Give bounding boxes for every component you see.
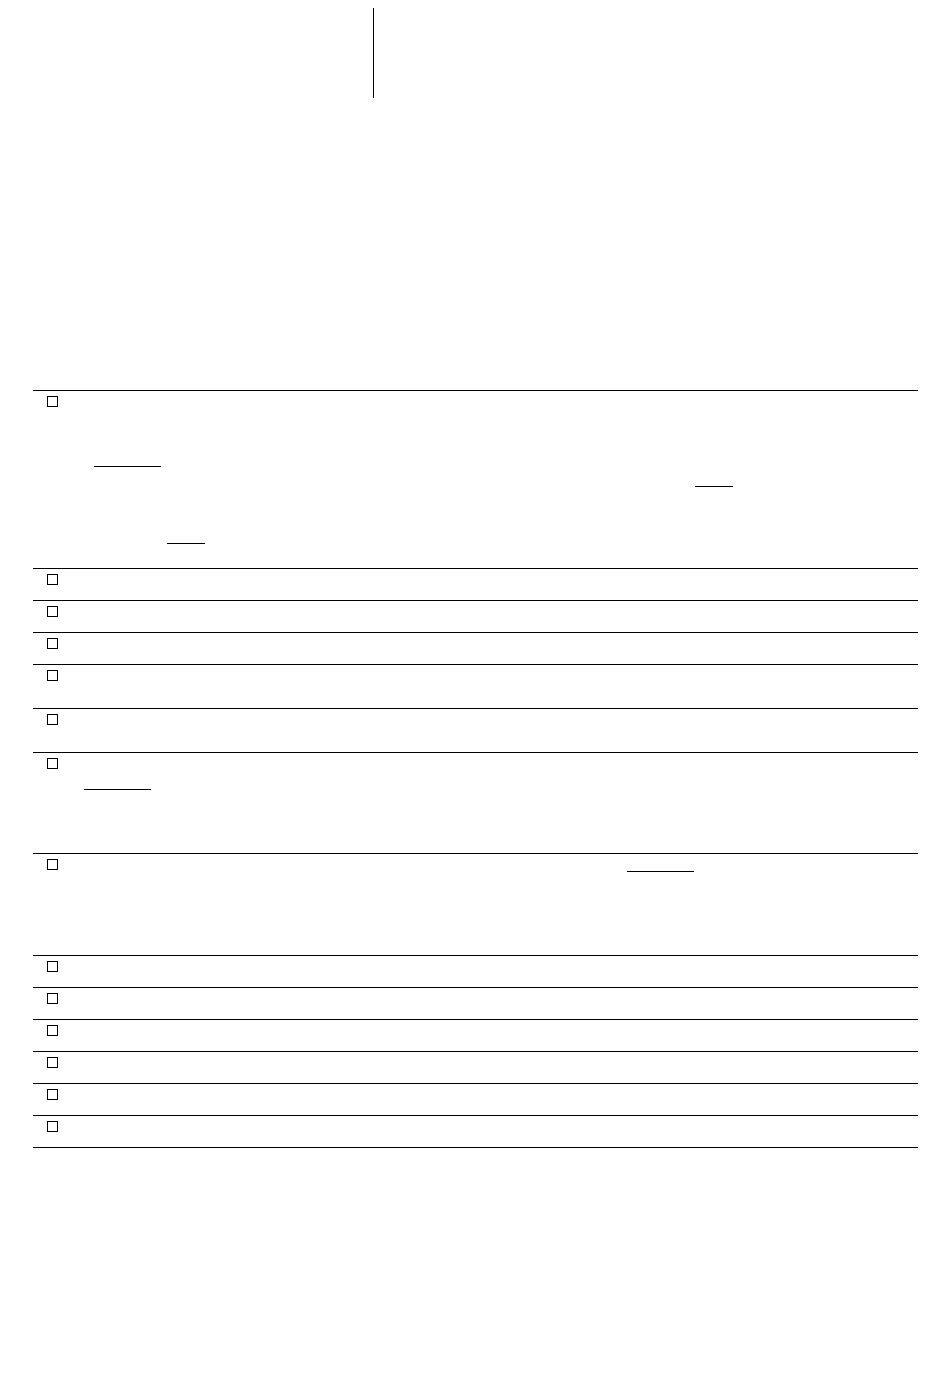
checklist-row-3	[33, 601, 918, 633]
checkbox-1[interactable]	[47, 396, 58, 407]
checkbox-7[interactable]	[47, 758, 58, 769]
checkbox-5[interactable]	[47, 670, 58, 681]
checklist-row-12	[33, 1052, 918, 1084]
checklist-row-6	[33, 709, 918, 753]
checkbox-6[interactable]	[47, 714, 58, 725]
checklist-form	[33, 390, 918, 1148]
checkbox-8[interactable]	[47, 859, 58, 870]
checkbox-12[interactable]	[47, 1057, 58, 1068]
checklist-row-14	[33, 1116, 918, 1148]
checkbox-13[interactable]	[47, 1089, 58, 1100]
checklist-row-13	[33, 1084, 918, 1116]
checklist-row-2	[33, 569, 918, 601]
checklist-row-8	[33, 854, 918, 956]
fill-in-blank-1a[interactable]	[94, 466, 161, 467]
checkbox-3[interactable]	[47, 606, 58, 617]
checkbox-9[interactable]	[47, 961, 58, 972]
checkbox-2[interactable]	[47, 574, 58, 585]
fill-in-blank-1b[interactable]	[695, 486, 733, 487]
checklist-row-10	[33, 988, 918, 1020]
checkbox-11[interactable]	[47, 1025, 58, 1036]
checkbox-10[interactable]	[47, 993, 58, 1004]
checklist-row-4	[33, 633, 918, 665]
header-vertical-divider	[373, 8, 374, 98]
checklist-row-1	[33, 391, 918, 569]
checklist-row-5	[33, 665, 918, 709]
checkbox-14[interactable]	[47, 1121, 58, 1132]
fill-in-blank-1c[interactable]	[167, 543, 205, 544]
checklist-row-7	[33, 753, 918, 854]
checkbox-4[interactable]	[47, 638, 58, 649]
checklist-row-11	[33, 1020, 918, 1052]
fill-in-blank-7[interactable]	[84, 789, 151, 790]
checklist-row-9	[33, 956, 918, 988]
fill-in-blank-8[interactable]	[627, 871, 694, 872]
